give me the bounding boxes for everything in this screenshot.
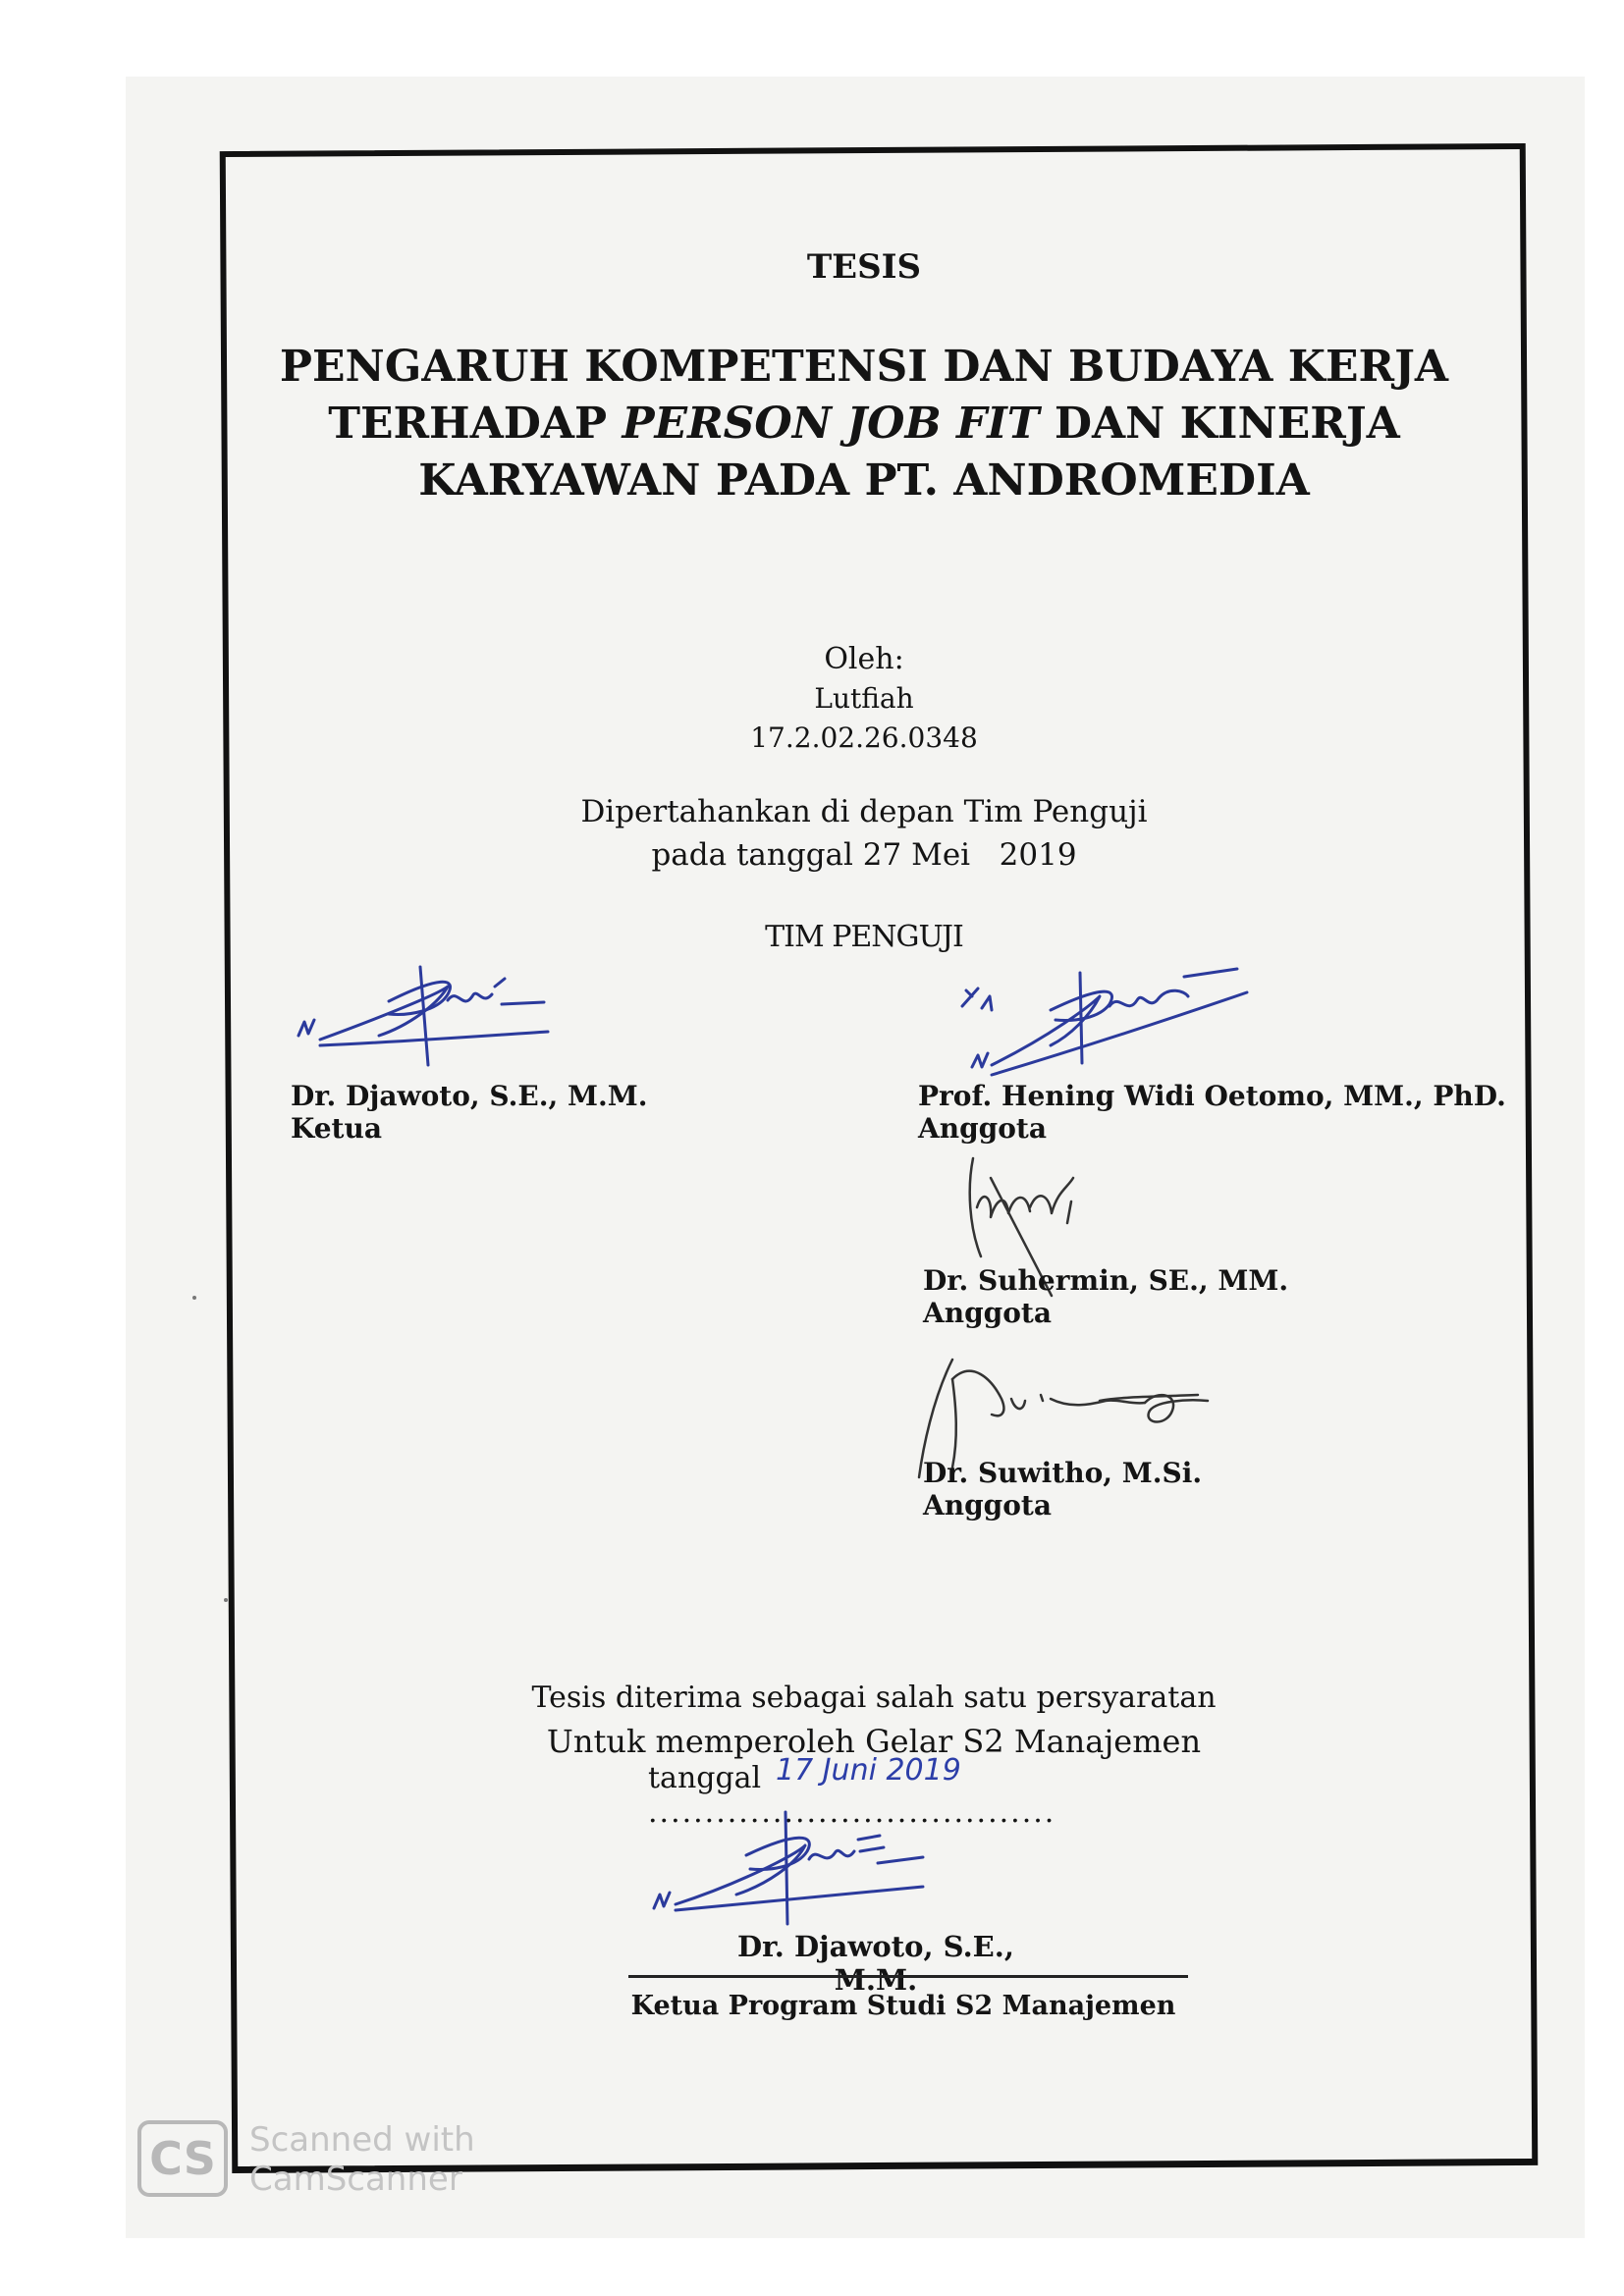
examiner-4 [923,1457,1202,1522]
examiner-4-name: Dr. Suwitho, M.Si. [923,1457,1203,1489]
examiner-1 [291,1080,647,1145]
examiner-2-name: Prof. Hening Widi Oetomo, MM., PhD. [918,1080,1506,1112]
acceptance-line-2: Untuk memperoleh Gelar S2 Manajemen [546,1723,1202,1760]
examiner-1-name: Dr. Djawoto, S.E., M.M. [291,1080,648,1112]
defense-line-1: Dipertahankan di depan Tim Penguji [580,794,1148,829]
examiner-3-name: Dr. Suhermin, SE., MM. [923,1264,1289,1297]
examiner-4-role: Anggota [923,1489,1052,1522]
student-id: 17.2.02.26.0348 [750,721,978,754]
watermark-line-2: CamScanner [249,2160,462,2199]
signature-program-head [648,1806,933,1934]
scan-speck [192,1296,196,1300]
signature-examiner-1 [291,957,566,1075]
committee-heading: TIM PENGUJI [765,920,963,954]
handwritten-date: 17 Juni 2019 [776,1753,961,1788]
author-name: Lutfiah [814,682,914,715]
title-line-1: PENGARUH KOMPETENSI DAN BUDAYA KERJA [279,342,1449,392]
examiner-3 [923,1264,1288,1329]
examiner-2 [918,1080,1506,1145]
defense-line-2: pada tanggal 27 Mei 2019 [651,837,1077,873]
thesis-title [255,339,1473,509]
author-label: Oleh: [824,642,904,676]
camscanner-logo: CS [137,2120,228,2197]
document-heading: TESIS [806,247,922,287]
acceptance-date-label: tanggal [648,1761,762,1795]
examiner-2-role: Anggota [918,1112,1047,1145]
acceptance-statement [511,1677,1237,1763]
acceptance-date-dots: .................................... [648,1795,1056,1830]
examiner-1-role: Ketua [291,1112,382,1145]
program-head-name: Dr. Djawoto, S.E., M.M. [737,1930,1014,1997]
acceptance-line-1: Tesis diterima sebagai salah satu persyaratan [531,1681,1217,1715]
watermark-line-1: Scanned with [249,2120,475,2160]
title-line-3: KARYAWAN PADA PT. ANDROMEDIA [418,455,1310,506]
scan-speck [224,1598,228,1602]
title-line-2: TERHADAP PERSON JOB FIT DAN KINERJA [328,399,1400,449]
defense-statement [530,790,1198,877]
camscanner-watermark [249,2120,505,2199]
signature-examiner-2 [952,957,1257,1085]
examiner-3-role: Anggota [923,1297,1052,1329]
author-block [687,640,1041,758]
signature-line [628,1975,1188,1978]
program-head-role: Ketua Program Studi S2 Manajemen [630,1991,1176,2021]
